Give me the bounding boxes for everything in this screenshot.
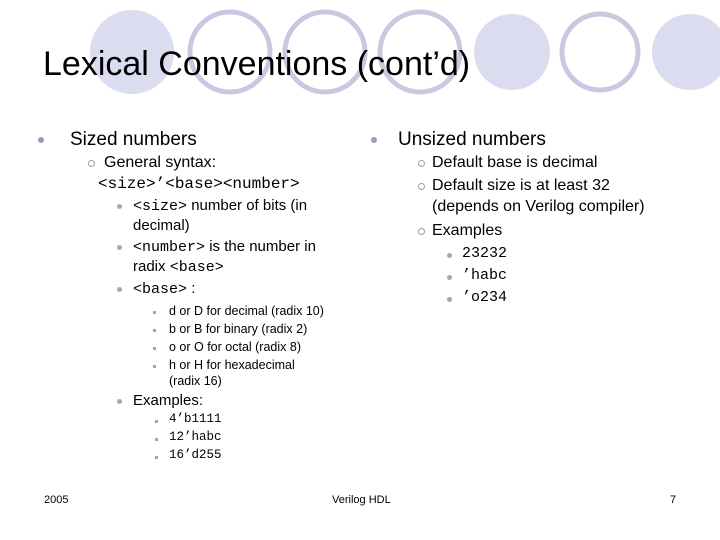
number-description-cont bbox=[133, 258, 224, 276]
radix-label: radix bbox=[133, 258, 166, 275]
bullet-ring-icon bbox=[418, 228, 425, 235]
bullet-icon bbox=[447, 253, 452, 258]
bullet-square-icon bbox=[155, 438, 158, 441]
unsized-item: Default size is at least 32 bbox=[432, 177, 610, 194]
general-syntax-code: <size>’<base><number> bbox=[98, 175, 300, 193]
bullet-icon bbox=[447, 297, 452, 302]
footer-title: Verilog HDL bbox=[332, 494, 391, 506]
sized-example: 16’d255 bbox=[169, 448, 222, 462]
unsized-item-cont: (depends on Verilog compiler) bbox=[432, 198, 645, 215]
number-description: is the number in bbox=[209, 238, 316, 255]
bullet-icon bbox=[117, 245, 122, 250]
size-param-line bbox=[133, 197, 307, 215]
base-reference: <base> bbox=[169, 259, 224, 276]
circle-decoration bbox=[474, 14, 550, 90]
bullet-square-icon bbox=[153, 329, 156, 332]
unsized-example: ’habc bbox=[462, 267, 508, 284]
bullet-icon bbox=[38, 137, 44, 143]
base-option: h or H for hexadecimal bbox=[169, 358, 295, 372]
sized-example: 12’habc bbox=[169, 430, 222, 444]
base-option: b or B for binary (radix 2) bbox=[169, 322, 308, 336]
bullet-icon bbox=[117, 287, 122, 292]
bullet-square-icon bbox=[153, 347, 156, 350]
bullet-icon bbox=[117, 399, 122, 404]
unsized-example: 23232 bbox=[462, 245, 508, 262]
unsized-example: ’o234 bbox=[462, 289, 508, 306]
page-number: 7 bbox=[670, 494, 677, 506]
base-param: <base> bbox=[133, 281, 188, 298]
size-description: number of bits (in bbox=[191, 197, 308, 214]
footer-year: 2005 bbox=[44, 494, 69, 506]
sized-example: 4’b1111 bbox=[169, 412, 222, 426]
bullet-ring-icon bbox=[88, 160, 95, 167]
base-option: d or D for decimal (radix 10) bbox=[169, 304, 324, 318]
bullet-square-icon bbox=[155, 456, 158, 459]
size-description-cont: decimal) bbox=[133, 217, 190, 234]
bullet-ring-icon bbox=[418, 160, 425, 167]
base-colon: : bbox=[191, 280, 196, 297]
bullet-square-icon bbox=[155, 420, 158, 423]
size-param: <size> bbox=[133, 198, 188, 215]
circle-decoration bbox=[562, 14, 638, 90]
number-param: <number> bbox=[133, 239, 206, 256]
base-param-line bbox=[133, 280, 195, 298]
unsized-item: Default base is decimal bbox=[432, 154, 598, 171]
circle-decoration bbox=[652, 14, 720, 90]
bullet-square-icon bbox=[153, 311, 156, 314]
base-option: (radix 16) bbox=[169, 374, 222, 388]
base-option: o or O for octal (radix 8) bbox=[169, 340, 301, 354]
number-param-line bbox=[133, 238, 316, 256]
bullet-square-icon bbox=[153, 365, 156, 368]
bullet-ring-icon bbox=[418, 183, 425, 190]
general-syntax-label: General syntax: bbox=[104, 154, 217, 171]
bullet-icon bbox=[371, 137, 377, 143]
bullet-icon bbox=[447, 275, 452, 280]
examples-label: Examples: bbox=[133, 392, 204, 409]
unsized-numbers-heading: Unsized numbers bbox=[398, 129, 546, 150]
sized-numbers-heading: Sized numbers bbox=[70, 129, 197, 150]
unsized-item: Examples bbox=[432, 222, 503, 239]
slide-title: Lexical Conventions (cont’d) bbox=[43, 45, 471, 83]
bullet-icon bbox=[117, 204, 122, 209]
